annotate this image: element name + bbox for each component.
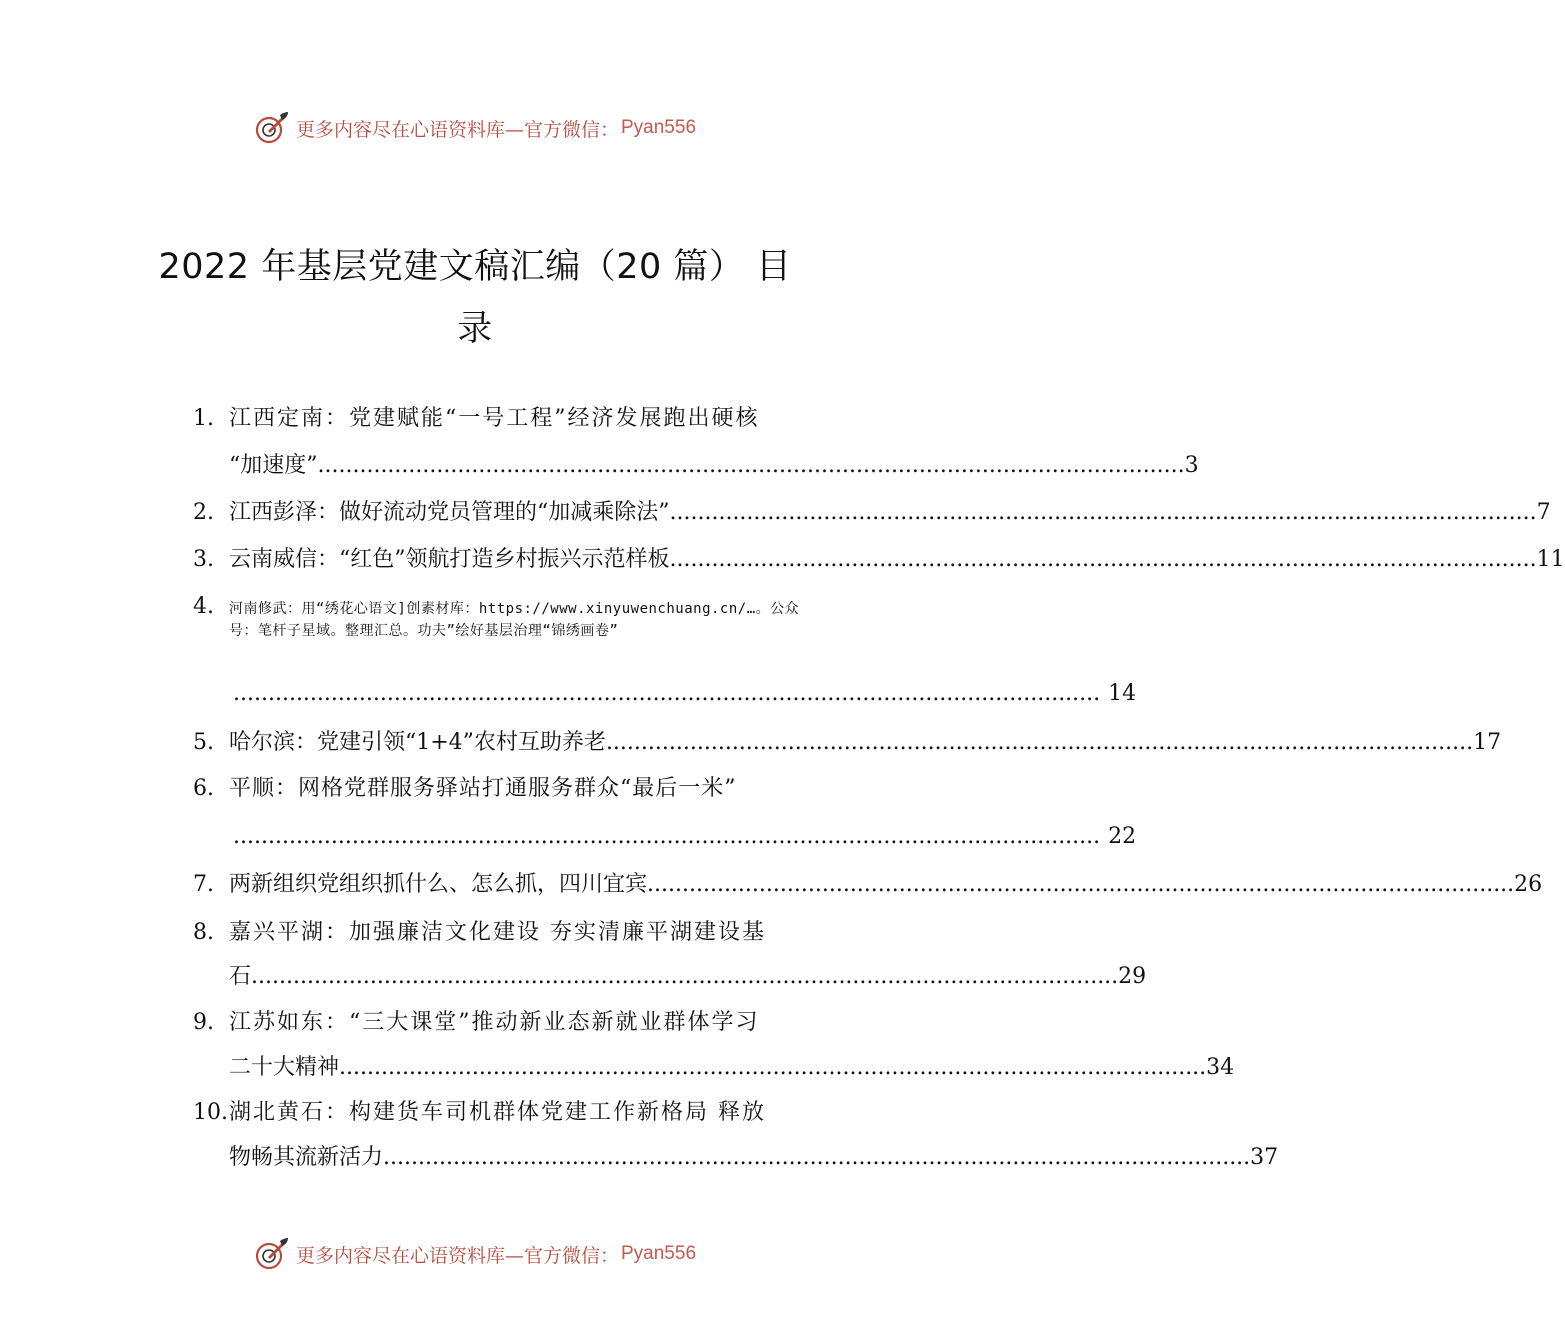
toc-number: 1.	[193, 406, 214, 431]
toc-page: 3	[1184, 453, 1199, 478]
title-line-1: 2022 年基层党建文稿汇编（20 篇） 目	[158, 247, 792, 287]
toc-title: 两新组织党组织抓什么、怎么抓，四川宜宾	[229, 872, 648, 897]
toc-title: 平顺：网格党群服务驿站打通服务群众“最后一米”	[229, 776, 737, 801]
toc-page: 7	[1536, 500, 1551, 525]
toc-title: 湖北黄石：构建货车司机群体党建工作新格局 释放	[229, 1100, 766, 1125]
toc-page: 26	[1514, 872, 1543, 897]
toc-number: 8.	[193, 920, 214, 945]
toc-title: 江西定南：党建赋能“一号工程”经济发展跑出硬核	[229, 406, 760, 431]
banner-wechat-id: Pyan556	[621, 1243, 697, 1264]
document-title	[150, 236, 800, 360]
toc-leader: ............................................................................................................................	[383, 1145, 1251, 1170]
toc-page: 37	[1250, 1145, 1279, 1170]
footer-watermark-banner	[0, 1234, 950, 1274]
toc-page: 22	[1108, 824, 1137, 849]
toc-title-cont: 二十大精神	[229, 1055, 340, 1080]
toc-leader: ............................................................................................................................	[339, 1055, 1207, 1080]
toc-number: 10.	[193, 1100, 228, 1125]
banner-text: 更多内容尽在心语资料库—官方微信：	[295, 118, 619, 141]
toc-title-small: 河南修武：用“绣花心语文]创素材库：https://www.xinyuwenchuang.cn/…。公众号：笔杆子星域。整理汇总。功夫”绘好基层治理“锦绣画卷”	[229, 601, 800, 639]
toc-number: 2.	[193, 500, 214, 525]
toc-leader: ............................................................................................................................	[669, 547, 1537, 572]
toc-number: 9.	[193, 1010, 214, 1035]
toc-number: 3.	[193, 547, 214, 572]
toc-title-cont: “加速度”	[229, 453, 318, 478]
toc-title: 云南威信：“红色”领航打造乡村振兴示范样板	[229, 547, 670, 572]
banner-wechat-id: Pyan556	[621, 117, 697, 138]
quill-logo-icon	[254, 110, 290, 146]
toc-leader: ............................................................................................................................	[605, 730, 1474, 755]
banner-text: 更多内容尽在心语资料库—官方微信：	[295, 1244, 619, 1267]
toc-page: 14	[1108, 681, 1137, 706]
toc-title-cont: 石	[229, 964, 252, 989]
toc-leader: ............................................................................................................................	[233, 824, 1101, 849]
toc-page: 29	[1118, 964, 1147, 989]
toc-number: 4.	[193, 594, 214, 619]
toc-page: 11	[1536, 547, 1565, 572]
toc-leader: ............................................................................................................................	[669, 500, 1537, 525]
header-watermark-banner	[0, 108, 950, 148]
toc-title: 哈尔滨：党建引领“1+4”农村互助养老	[229, 730, 606, 755]
toc-title: 嘉兴平湖：加强廉洁文化建设 夯实清廉平湖建设基	[229, 920, 766, 945]
toc-number: 7.	[193, 872, 214, 897]
toc-title-cont: 物畅其流新活力	[229, 1145, 384, 1170]
toc-number: 5.	[193, 730, 214, 755]
toc-title: 江苏如东：“三大课堂”推动新业态新就业群体学习	[229, 1010, 760, 1035]
toc-leader: ............................................................................................................................	[647, 872, 1515, 897]
quill-logo-icon	[254, 1236, 290, 1272]
toc-page: 34	[1206, 1055, 1235, 1080]
toc-number: 6.	[193, 776, 214, 801]
toc-leader: ............................................................................................................................	[233, 681, 1101, 706]
toc-page: 17	[1473, 730, 1502, 755]
toc-title: 江西彭泽：做好流动党员管理的“加减乘除法”	[229, 500, 670, 525]
toc-leader: ............................................................................................................................	[317, 453, 1185, 478]
toc-leader: ............................................................................................................................	[251, 964, 1119, 989]
title-line-2: 录	[457, 309, 493, 349]
